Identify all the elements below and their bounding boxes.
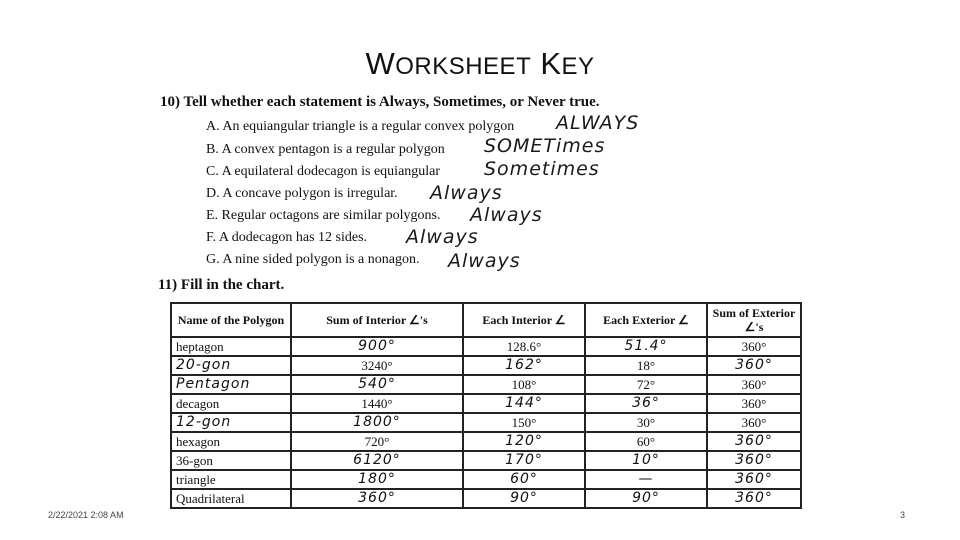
cell-each-interior: 108° <box>463 375 585 394</box>
cell-each-exterior: 72° <box>585 375 707 394</box>
table-row <box>171 432 801 451</box>
answer-b: SOMETimes <box>484 135 606 157</box>
header-each-exterior: Each Exterior ∠ <box>585 303 707 337</box>
header-sum-interior: Sum of Interior ∠'s <box>291 303 463 337</box>
header-polygon-name: Name of the Polygon <box>171 303 291 337</box>
cell-each-exterior: 18° <box>585 356 707 375</box>
answer-f: Always <box>406 226 479 248</box>
statement-g: G. A nine sided polygon is a nonagon. <box>206 252 420 267</box>
title-rest-1: ORKSHEET <box>395 53 532 80</box>
cell-each-exterior: 51.4° <box>585 337 707 356</box>
cell-sum-interior: 6120° <box>291 451 463 470</box>
statement-f: F. A dodecagon has 12 sides. <box>206 230 368 245</box>
answer-c: Sometimes <box>484 158 600 180</box>
cell-each-exterior: — <box>585 470 707 489</box>
title-initial-1: W <box>365 46 396 81</box>
cell-sum-interior: 1440° <box>291 394 463 413</box>
table-row <box>171 489 801 508</box>
cell-each-exterior: 10° <box>585 451 707 470</box>
polygon-chart <box>170 302 802 509</box>
answer-g: Always <box>448 250 521 272</box>
cell-sum-exterior: 360° <box>707 394 801 413</box>
cell-each-interior: 128.6° <box>463 337 585 356</box>
header-sum-exterior: Sum of Exterior ∠'s <box>707 303 801 337</box>
title-initial-2: K <box>540 46 562 81</box>
chart-body <box>171 337 801 508</box>
cell-each-interior: 162° <box>463 356 585 375</box>
page-number: 3 <box>900 510 906 520</box>
table-row <box>171 394 801 413</box>
table-row <box>171 470 801 489</box>
table-row <box>171 337 801 356</box>
cell-polygon-name: 36-gon <box>171 451 291 470</box>
answer-d: Always <box>430 182 503 204</box>
cell-each-interior: 60° <box>463 470 585 489</box>
cell-sum-interior: 900° <box>291 337 463 356</box>
title-rest-2: EY <box>561 53 595 80</box>
table-row <box>171 451 801 470</box>
cell-sum-interior: 180° <box>291 470 463 489</box>
cell-sum-exterior: 360° <box>707 451 801 470</box>
cell-polygon-name: Pentagon <box>171 375 291 394</box>
cell-each-exterior: 36° <box>585 394 707 413</box>
cell-sum-exterior: 360° <box>707 356 801 375</box>
table-row <box>171 375 801 394</box>
cell-each-interior: 150° <box>463 413 585 432</box>
header-each-interior: Each Interior ∠ <box>463 303 585 337</box>
cell-each-interior: 170° <box>463 451 585 470</box>
cell-each-interior: 90° <box>463 489 585 508</box>
cell-each-interior: 144° <box>463 394 585 413</box>
worksheet-scan <box>154 92 804 520</box>
statement-e: E. Regular octagons are similar polygons. <box>206 208 441 223</box>
answer-e: Always <box>470 204 543 226</box>
cell-each-interior: 120° <box>463 432 585 451</box>
table-row <box>171 356 801 375</box>
cell-sum-interior: 360° <box>291 489 463 508</box>
question-10-prompt: 10) Tell whether each statement is Always, Sometimes, or Never true. <box>160 94 600 110</box>
chart-header-row <box>171 303 801 337</box>
cell-each-exterior: 90° <box>585 489 707 508</box>
statement-d: D. A concave polygon is irregular. <box>206 186 398 201</box>
cell-polygon-name: Quadrilateral <box>171 489 291 508</box>
cell-sum-interior: 540° <box>291 375 463 394</box>
cell-polygon-name: decagon <box>171 394 291 413</box>
cell-sum-exterior: 360° <box>707 470 801 489</box>
answer-a: ALWAYS <box>556 112 640 134</box>
cell-each-exterior: 60° <box>585 432 707 451</box>
cell-sum-exterior: 360° <box>707 337 801 356</box>
cell-polygon-name: 12-gon <box>171 413 291 432</box>
statement-c: C. A equilateral dodecagon is equiangular <box>206 164 441 179</box>
cell-sum-exterior: 360° <box>707 375 801 394</box>
cell-sum-interior: 720° <box>291 432 463 451</box>
statement-b: B. A convex pentagon is a regular polygon <box>206 142 445 157</box>
statement-a: A. An equiangular triangle is a regular convex polygon <box>206 119 515 134</box>
cell-polygon-name: hexagon <box>171 432 291 451</box>
cell-sum-exterior: 360° <box>707 413 801 432</box>
footer-date: 2/22/2021 2:08 AM <box>48 510 124 520</box>
question-11-prompt: 11) Fill in the chart. <box>158 277 285 293</box>
cell-sum-interior: 1800° <box>291 413 463 432</box>
table-row <box>171 413 801 432</box>
cell-sum-exterior: 360° <box>707 432 801 451</box>
cell-polygon-name: heptagon <box>171 337 291 356</box>
cell-each-exterior: 30° <box>585 413 707 432</box>
cell-sum-exterior: 360° <box>707 489 801 508</box>
cell-polygon-name: 20-gon <box>171 356 291 375</box>
cell-polygon-name: triangle <box>171 470 291 489</box>
page-title <box>0 46 960 82</box>
cell-sum-interior: 3240° <box>291 356 463 375</box>
